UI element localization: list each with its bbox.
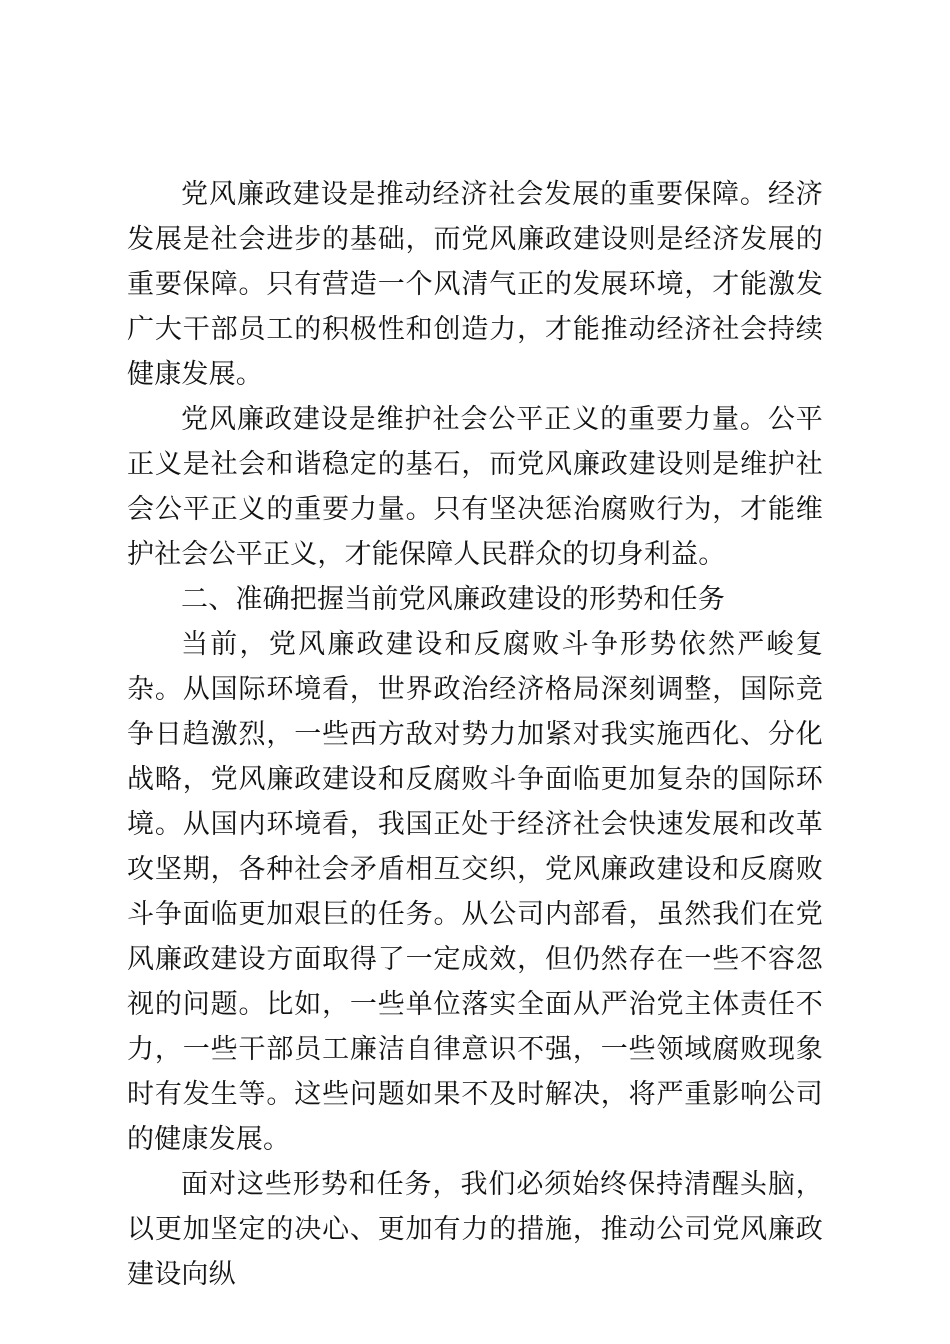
paragraph-current-situation: 当前，党风廉政建设和反腐败斗争形势依然严峻复杂。从国际环境看，世界政治经济格局深刻调整，国际竞争日趋激烈，一些西方敌对势力加紧对我实施西化、分化战略，党风廉政建设和反腐败斗争面临更加复杂的国际环境。从国内环境看，我国正处于经济社会快速发展和改革攻坚期，各种社会矛盾相互交织，党风廉政建设和反腐败斗争面临更加艰巨的任务。从公司内部看，虽然我们在党风廉政建设方面取得了一定成效，但仍然存在一些不容忽视的问题。比如，一些单位落实全面从严治党主体责任不力，一些干部员工廉洁自律意识不强，一些领域腐败现象时有发生等。这些问题如果不及时解决，将严重影响公司的健康发展。 xyxy=(127,629,823,1155)
paragraph-facing-tasks: 面对这些形势和任务，我们必须始终保持清醒头脑，以更加坚定的决心、更加有力的措施，推动公司党风廉政建设向纵 xyxy=(127,1169,823,1290)
section-heading: 二、准确把握当前党风廉政建设的形势和任务 xyxy=(181,584,725,615)
paragraph-social-justice: 党风廉政建设是维护社会公平正义的重要力量。公平正义是社会和谐稳定的基石，而党风廉政建设则是维护社会公平正义的重要力量。只有坚决惩治腐败行为，才能维护社会公平正义，才能保障人民群众的切身利益。 xyxy=(127,404,823,570)
paragraph-economic-guarantee: 党风廉政建设是推动经济社会发展的重要保障。经济发展是社会进步的基础，而党风廉政建设则是经济发展的重要保障。只有营造一个风清气正的发展环境，才能激发广大干部员工的积极性和创造力，才能推动经济社会持续健康发展。 xyxy=(127,179,823,390)
document-body xyxy=(127,172,823,1297)
